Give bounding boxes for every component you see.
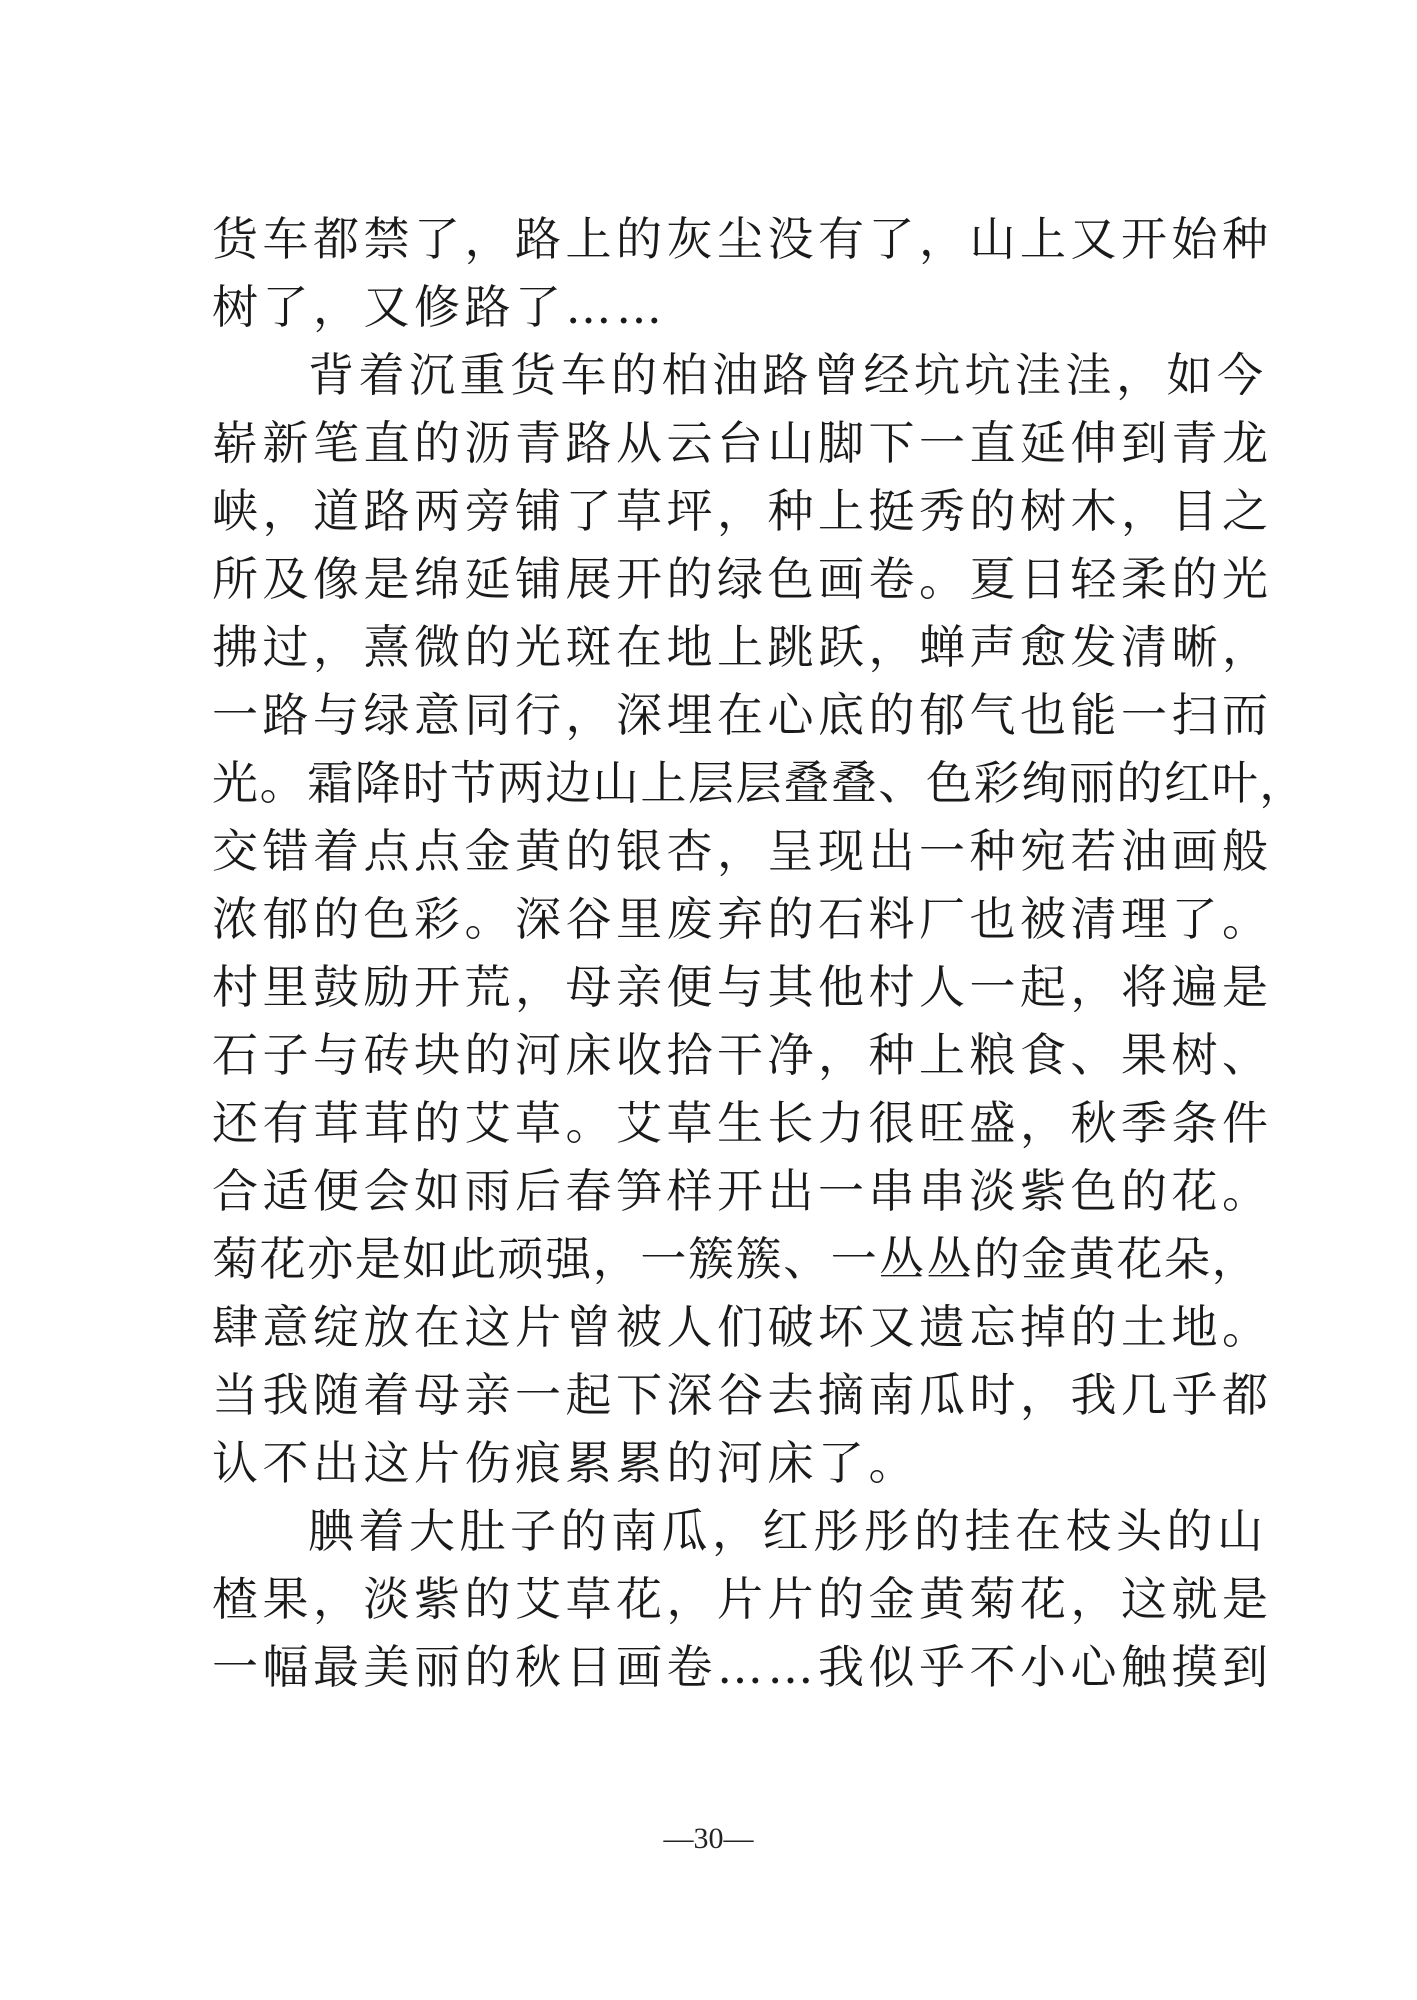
text-line-7: 拂过，熹微的光斑在地上跳跃，蝉声愈发清晰， [212,620,1273,674]
text-line-8: 一路与绿意同行，深埋在心底的郁气也能一扫而 [212,688,1273,742]
text-line-22: 一幅最美丽的秋日画卷……我似乎不小心触摸到 [212,1640,1273,1694]
text-line-12: 村里鼓励开荒，母亲便与其他村人一起，将遍是 [212,960,1273,1014]
text-line-20-paragraph-start: 腆着大肚子的南瓜，红彤彤的挂在枝头的山 [308,1504,1268,1558]
text-line-14: 还有茸茸的艾草。艾草生长力很旺盛，秋季条件 [212,1096,1273,1150]
page-number: —30— [663,1822,754,1855]
text-line-19: 认不出这片伤痕累累的河床了。 [212,1436,919,1490]
text-line-13: 石子与砖块的河床收拾干净，种上粮食、果树、 [212,1028,1273,1082]
text-line-16: 菊花亦是如此顽强，一簇簇、一丛丛的金黄花朵， [212,1232,1260,1286]
text-line-17: 肆意绽放在这片曾被人们破坏又遗忘掉的土地。 [212,1300,1273,1354]
text-line-11: 浓郁的色彩。深谷里废弃的石料厂也被清理了。 [212,892,1273,946]
text-line-10: 交错着点点金黄的银杏，呈现出一种宛若油画般 [212,824,1273,878]
text-line-18: 当我随着母亲一起下深谷去摘南瓜时，我几乎都 [212,1368,1273,1422]
text-line-5: 峡，道路两旁铺了草坪，种上挺秀的树木，目之 [212,484,1273,538]
text-line-1: 货车都禁了，路上的灰尘没有了，山上又开始种 [212,212,1273,266]
text-line-15: 合适便会如雨后春笋样开出一串串淡紫色的花。 [212,1164,1273,1218]
body-text [212,205,1307,1701]
text-line-21: 楂果，淡紫的艾草花，片片的金黄菊花，这就是 [212,1572,1273,1626]
text-line-9: 光。霜降时节两边山上层层叠叠、色彩绚丽的红叶， [212,756,1307,810]
text-line-3-paragraph-start: 背着沉重货车的柏油路曾经坑坑洼洼，如今 [308,348,1268,402]
text-line-2: 树了，又修路了…… [212,280,667,334]
text-line-4: 崭新笔直的沥青路从云台山脚下一直延伸到青龙 [212,416,1273,470]
text-line-6: 所及像是绵延铺展开的绿色画卷。夏日轻柔的光 [212,552,1273,606]
